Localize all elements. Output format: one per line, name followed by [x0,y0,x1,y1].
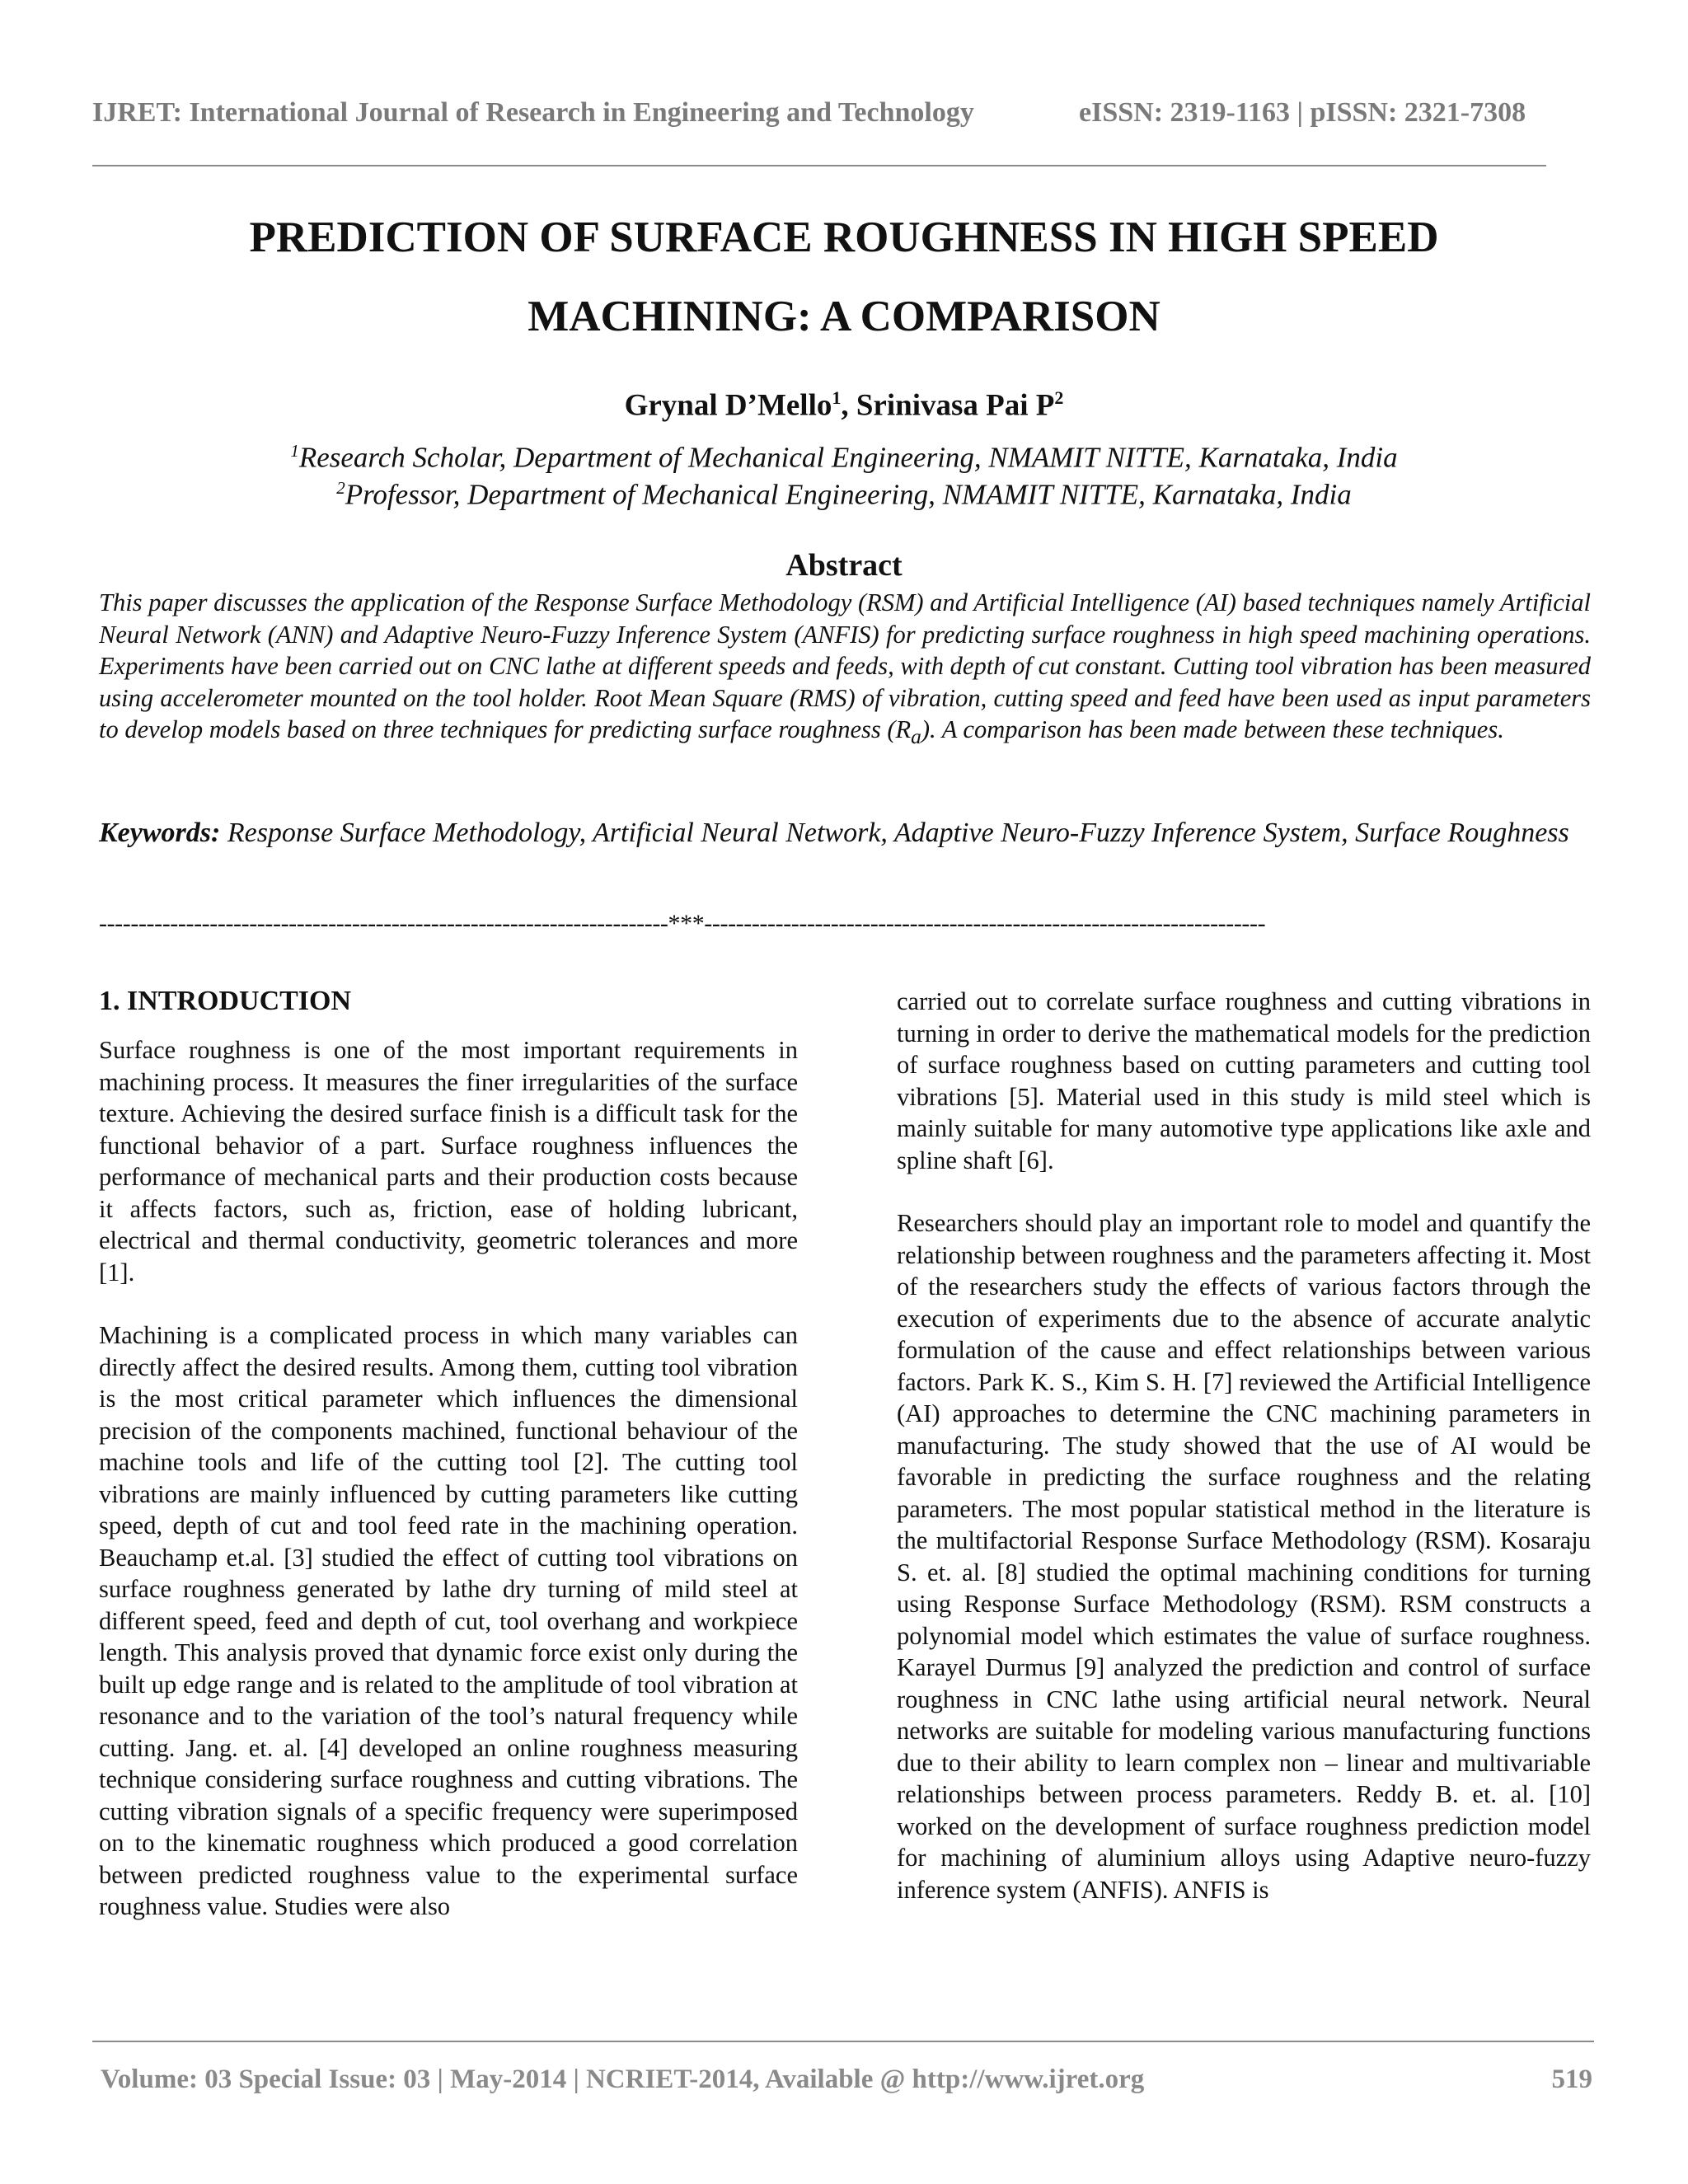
running-header [92,97,1543,129]
affiliation-2 [92,478,1596,512]
header-rule [92,165,1546,166]
author-1: Grynal D’Mello [624,388,832,423]
affiliation-2-text: Professor, Department of Mechanical Engineering, NMAMIT NITTE, Karnataka, India [345,478,1352,511]
affiliation-1-text: Research Scholar, Department of Mechanical Engineering, NMAMIT NITTE, Karnataka, India [298,441,1398,474]
left-column [99,1034,798,1923]
title-line-2: MACHINING: A COMPARISON [528,293,1160,340]
author-2: Srinivasa Pai P [856,388,1055,423]
abstract-text-main: This paper discusses the application of the Response Surface Methodology (RSM) and Artificial Intelligence (AI) based techniques namely Artificial Neural Network (ANN) and Adaptive Neuro-Fuzzy Inference System (ANFIS) for predicting surface roughness in high speed machining operations. Experiments have been carried out on CNC lathe at different speeds and feeds, with depth of cut constant. Cutting tool vibration has been measured using accelerometer mounted on the tool holder. Root Mean Square (RMS) of vibration, cutting speed and feed have been used as input parameters to develop models based on three techniques for predicting surface roughness (R [99,588,1591,743]
keywords-list: Response Surface Methodology, Artificial Neural Network, Adaptive Neuro-Fuzzy Inference System, Surface Roughness [220,818,1569,848]
issn-numbers: eISSN: 2319-1163 | pISSN: 2321-7308 [1079,97,1526,128]
abstract-text [99,587,1591,753]
running-footer [101,2064,1592,2095]
paper-title [92,198,1596,356]
section-heading-introduction: 1. INTRODUCTION [99,986,352,1016]
affiliation-1 [92,441,1596,475]
author-separator: , [841,388,856,423]
title-line-1: PREDICTION OF SURFACE ROUGHNESS IN HIGH SPEED [249,213,1439,261]
keywords-label: Keywords: [99,818,221,848]
paragraph: Machining is a complicated process in which many variables can directly affect the desired results. Among them, cutting tool vibration is the most critical parameter which influences the dimensional precision of the components machined, functional behaviour of the machine tools and life of the cutting tool [2]. The cutting tool vibrations are mainly influenced by cutting parameters like cutting speed, depth of cut and tool feed rate in the machining operation. Beauchamp et.al. [3] studied the effect of cutting tool vibrations on surface roughness generated by lathe dry turning of mild steel at different speed, feed and depth of cut, tool overhang and workpiece length. This analysis proved that dynamic force exist only during the built up edge range and is related to the amplitude of tool vibration at resonance and to the variation of the tool’s natural frequency while cutting. Jang. et. al. [4] developed an online roughness measuring technique considering surface roughness and cutting vibrations. The cutting vibration signals of a specific frequency were superimposed on to the kinematic roughness which produced a good correlation between predicted roughness value to the experimental surface roughness value. Studies were also [99,1321,798,1920]
abstract-text-end: ). A comparison has been made between these techniques. [921,715,1504,743]
section-divider: ------------------------------------------------------------------------***----------------------------------------------------------------------- [99,910,1266,937]
affiliation-1-mark: 1 [290,441,299,461]
author-2-affiliation-mark: 2 [1054,387,1064,408]
authors [92,387,1596,423]
page-number: 519 [1551,2064,1592,2094]
footer-info: Volume: 03 Special Issue: 03 | May-2014 | NCRIET-2014, Available @ http://www.ijret.org [101,2064,1145,2094]
affiliation-2-mark: 2 [336,478,345,498]
footer-rule [92,2041,1594,2042]
abstract-subscript: a [911,725,921,749]
paragraph: Surface roughness is one of the most important requirements in machining process. It measures the finer irregularities of the surface texture. Achieving the desired surface finish is a difficult task for the functional behavior of a part. Surface roughness influences the performance of mechanical parts and their production costs because it affects factors, such as, friction, ease of holding lubricant, electrical and thermal conductivity, geometric tolerances and more [1]. [99,1036,798,1286]
right-column [897,986,1591,1905]
journal-name: IJRET: International Journal of Research in Engineering and Technology [92,97,974,128]
keywords [99,808,1591,859]
paragraph: Researchers should play an important role to model and quantify the relationship between roughness and the parameters affecting it. Most of the researchers study the effects of various factors through the execution of experiments due to the absence of accurate analytic formulation of the cause and effect relationships between various factors. Park K. S., Kim S. H. [7] reviewed the Artificial Intelligence (AI) approaches to determine the CNC machining parameters in manufacturing. The study showed that the use of AI would be favorable in predicting the surface roughness and the relating parameters. The most popular statistical method in the literature is the multifactorial Response Surface Methodology (RSM). Kosaraju S. et. al. [8] studied the optimal machining conditions for turning using Response Surface Methodology (RSM). RSM constructs a polynomial model which estimates the value of surface roughness. Karayel Durmus [9] analyzed the prediction and control of surface roughness in CNC lathe using artificial neural network. Neural networks are suitable for modeling various manufacturing functions due to their ability to learn complex non – linear and multivariable relationships between process parameters. Reddy B. et. al. [10] worked on the development of surface roughness prediction model for machining of aluminium alloys using Adaptive neuro-fuzzy inference system (ANFIS). ANFIS is [897,1209,1591,1904]
paragraph: carried out to correlate surface roughness and cutting vibrations in turning in order to derive the mathematical models for the prediction of surface roughness based on cutting parameters and cutting tool vibrations [5]. Material used in this study is mild steel which is mainly suitable for many automotive type applications like axle and spline shaft [6]. [897,987,1591,1174]
abstract-heading: Abstract [785,548,903,583]
author-1-affiliation-mark: 1 [832,387,842,408]
